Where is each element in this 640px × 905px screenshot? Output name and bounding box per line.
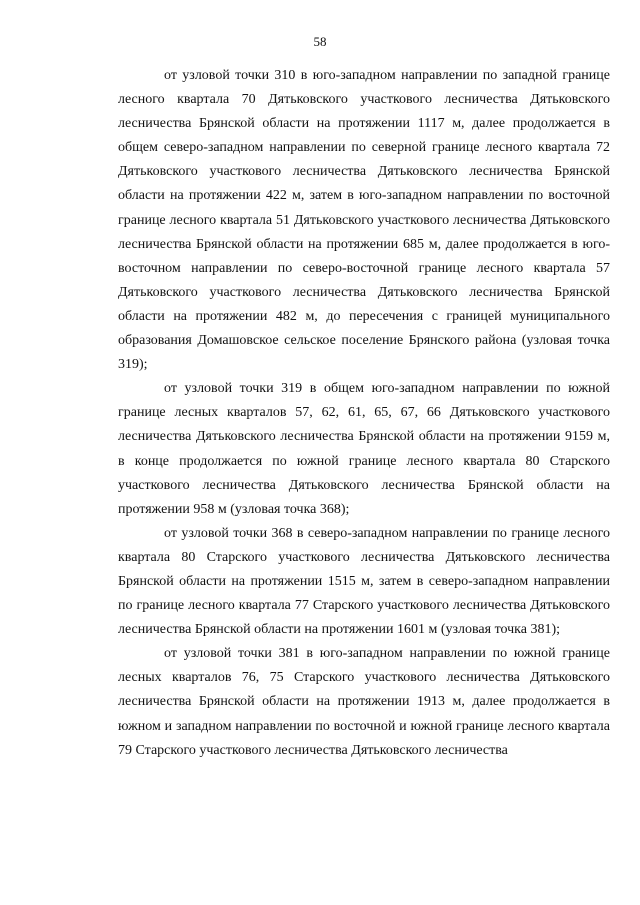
page-number: 58 — [313, 34, 327, 49]
paragraph-node-368: от узловой точки 368 в северо-западном направлении по границе лесного квартала 80 Старского участкового лесничества Дятьковского лесничества Брянской области на протяжении 1515 м, затем в северо-западном направлении по границе лесного квартала 77 Старского участкового лесничества Дятьковского лесничества Брянской области на протяжении 1601 м (узловая точка 381); — [118, 525, 610, 638]
paragraph-node-310: от узловой точки 310 в юго-западном направлении по западной границе лесного квартала 70 Дятьковского участкового лесничества Дятьковского лесничества Брянской области на протяжении 1117 м, далее продолжается в общем северо-западном направлении по северной границе лесного квартала 72 Дятьковского участкового лесничества Дятьковского лесничества Брянской области на протяжении 422 м, затем в юго-западном направлении по восточной границе лесного квартала 51 Дятьковского участкового лесничества Дятьковского лесничества Брянской области на протяжении 685 м, далее продолжается в юго-восточном направлении по северо-восточной границе лесного квартала 57 Дятьковского участкового лесничества Дятьковского лесничества Брянской области на протяжении 482 м, до пересечения с границей муниципального образования Домашовское сельское поселение Брянского района (узловая точка 319); — [118, 68, 610, 373]
paragraph-node-381: от узловой точки 381 в юго-западном направлении по южной границе лесных кварталов 76, 75 Старского участкового лесничества Дятьковского лесничества Брянской области на протяжении 1913 м, далее продолжается в южном и западном направлении по восточной и южной границе лесного квартала 79 Старского участкового лесничества Дятьковского лесничества — [118, 646, 610, 758]
body-text — [118, 64, 610, 763]
paragraph-node-319: от узловой точки 319 в общем юго-западном направлении по южной границе лесных кварталов 57, 62, 61, 65, 67, 66 Дятьковского участкового лесничества Дятьковского лесничества Брянской области на протяжении 9159 м, в конце продолжается по южной границе лесного квартала 80 Старского участкового лесничества Дятьковского лесничества Брянской области на протяжении 958 м (узловая точка 368); — [118, 381, 610, 517]
